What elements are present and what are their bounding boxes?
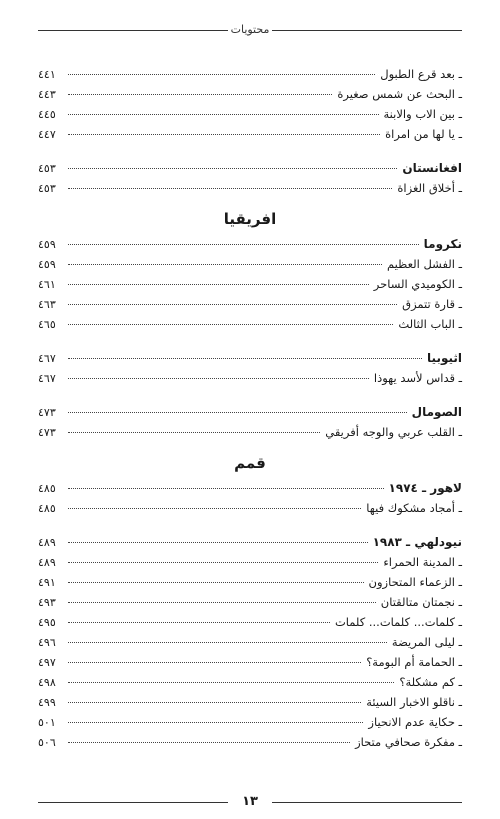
entry-title: ـ القلب عربي والوجه أفريقي bbox=[325, 425, 462, 439]
toc-entry bbox=[38, 314, 462, 334]
entry-title: نكروما bbox=[423, 237, 462, 251]
entry-page-number: ٥٠٦ bbox=[38, 736, 56, 749]
dot-leader bbox=[68, 487, 384, 489]
entry-page-number: ٤٩٩ bbox=[38, 696, 56, 709]
toc-entry bbox=[38, 104, 462, 124]
dot-leader bbox=[68, 541, 368, 543]
footer-rule-left bbox=[38, 802, 228, 803]
toc-entry bbox=[38, 178, 462, 198]
dot-leader bbox=[68, 323, 393, 325]
entry-title: ـ الزعماء المتحازون bbox=[368, 575, 462, 589]
entry-title: ـ البحث عن شمس صغيرة bbox=[337, 87, 462, 101]
toc-heading-entry bbox=[38, 532, 462, 552]
group-spacer bbox=[38, 388, 462, 402]
entry-title: ـ المدينة الحمراء bbox=[383, 555, 462, 569]
entry-page-number: ٤٩٦ bbox=[38, 636, 56, 649]
entry-title: ـ ليلى المريضة bbox=[391, 635, 462, 649]
toc-entry bbox=[38, 498, 462, 518]
dot-leader bbox=[68, 581, 364, 583]
toc-heading-entry bbox=[38, 402, 462, 422]
dot-leader bbox=[68, 701, 361, 703]
running-header bbox=[38, 22, 462, 38]
entry-title: ـ كلمات... كلمات... كلمات bbox=[334, 615, 462, 629]
entry-page-number: ٤٦١ bbox=[38, 278, 56, 291]
entry-page-number: ٤٩٧ bbox=[38, 656, 56, 669]
entry-page-number: ٤٨٥ bbox=[38, 502, 56, 515]
dot-leader bbox=[68, 187, 392, 189]
dot-leader bbox=[68, 167, 397, 169]
entry-page-number: ٤٩٨ bbox=[38, 676, 56, 689]
toc-entry bbox=[38, 294, 462, 314]
entry-title: ـ الحمامة أم البومة؟ bbox=[366, 655, 462, 669]
toc-heading-entry bbox=[38, 234, 462, 254]
toc-entry bbox=[38, 422, 462, 442]
entry-title: لاهور ـ ١٩٧٤ bbox=[388, 481, 462, 495]
dot-leader bbox=[68, 263, 382, 265]
entry-page-number: ٤٥٩ bbox=[38, 238, 56, 251]
entry-title: ـ يا لها من امراة bbox=[385, 127, 462, 141]
entry-page-number: ٤٩١ bbox=[38, 576, 56, 589]
entry-page-number: ٤٨٥ bbox=[38, 482, 56, 495]
toc-entry bbox=[38, 254, 462, 274]
entry-page-number: ٤٧٣ bbox=[38, 426, 56, 439]
toc-entry bbox=[38, 64, 462, 84]
dot-leader bbox=[68, 93, 332, 95]
entry-title: ـ الباب الثالث bbox=[398, 317, 462, 331]
dot-leader bbox=[68, 303, 397, 305]
section-heading: افريقيا bbox=[223, 210, 277, 228]
toc-entry bbox=[38, 124, 462, 144]
entry-page-number: ٤٤١ bbox=[38, 68, 56, 81]
entry-page-number: ٤٦٧ bbox=[38, 372, 56, 385]
entry-page-number: ٤٦٧ bbox=[38, 352, 56, 365]
dot-leader bbox=[68, 283, 369, 285]
entry-title: ـ مفكرة صحافي متحاز bbox=[355, 735, 462, 749]
dot-leader bbox=[68, 507, 361, 509]
toc-entry bbox=[38, 672, 462, 692]
toc-heading-entry bbox=[38, 348, 462, 368]
toc-entry bbox=[38, 712, 462, 732]
header-rule-left bbox=[38, 30, 228, 31]
group-spacer bbox=[38, 144, 462, 158]
entry-page-number: ٤٩٥ bbox=[38, 616, 56, 629]
group-spacer bbox=[38, 518, 462, 532]
entry-title: ـ نجمتان متالقتان bbox=[380, 595, 462, 609]
toc-entry bbox=[38, 592, 462, 612]
toc-entry bbox=[38, 632, 462, 652]
entry-page-number: ٤٥٣ bbox=[38, 162, 56, 175]
dot-leader bbox=[68, 681, 394, 683]
toc-entry bbox=[38, 652, 462, 672]
entry-title: نيودلهي ـ ١٩٨٣ bbox=[372, 535, 462, 549]
entry-page-number: ٤٧٣ bbox=[38, 406, 56, 419]
dot-leader bbox=[68, 431, 320, 433]
entry-title: ـ بين الاب والابنة bbox=[383, 107, 462, 121]
toc-entry bbox=[38, 692, 462, 712]
entry-title: ـ أخلاق الغزاة bbox=[397, 181, 462, 195]
entry-title: افغانستان bbox=[402, 161, 462, 175]
dot-leader bbox=[68, 561, 378, 563]
dot-leader bbox=[68, 133, 380, 135]
dot-leader bbox=[68, 377, 369, 379]
entry-title: ـ ناقلو الاخبار السيئة bbox=[366, 695, 462, 709]
entry-title: ـ بعد قرع الطبول bbox=[380, 67, 462, 81]
dot-leader bbox=[68, 621, 330, 623]
dot-leader bbox=[68, 741, 350, 743]
entry-page-number: ٤٤٣ bbox=[38, 88, 56, 101]
toc-entry bbox=[38, 572, 462, 592]
toc-entry bbox=[38, 552, 462, 572]
table-of-contents bbox=[38, 64, 462, 752]
dot-leader bbox=[68, 721, 363, 723]
entry-title: ـ قداس لأسد يهوذا bbox=[373, 371, 462, 385]
toc-entry bbox=[38, 368, 462, 388]
entry-page-number: ٤٨٩ bbox=[38, 556, 56, 569]
dot-leader bbox=[68, 243, 419, 245]
toc-entry bbox=[38, 274, 462, 294]
section-heading: قمم bbox=[234, 454, 266, 472]
entry-page-number: ٥٠١ bbox=[38, 716, 56, 729]
dot-leader bbox=[68, 73, 375, 75]
page-number: ١٣ bbox=[242, 794, 258, 809]
dot-leader bbox=[68, 411, 407, 413]
entry-title: الصومال bbox=[411, 405, 462, 419]
toc-entry bbox=[38, 732, 462, 752]
toc-entry bbox=[38, 612, 462, 632]
entry-page-number: ٤٤٥ bbox=[38, 108, 56, 121]
toc-heading-entry bbox=[38, 158, 462, 178]
entry-page-number: ٤٤٧ bbox=[38, 128, 56, 141]
toc-entry bbox=[38, 84, 462, 104]
dot-leader bbox=[68, 113, 379, 115]
dot-leader bbox=[68, 661, 361, 663]
entry-page-number: ٤٥٣ bbox=[38, 182, 56, 195]
entry-title: ـ الكوميدي الساحر bbox=[373, 277, 462, 291]
entry-title: ـ قارة تتمزق bbox=[402, 297, 462, 311]
group-spacer bbox=[38, 334, 462, 348]
dot-leader bbox=[68, 601, 376, 603]
dot-leader bbox=[68, 641, 387, 643]
dot-leader bbox=[68, 357, 422, 359]
entry-page-number: ٤٨٩ bbox=[38, 536, 56, 549]
page-footer bbox=[38, 794, 462, 810]
entry-page-number: ٤٦٣ bbox=[38, 298, 56, 311]
entry-title: ـ أمجاد مشكوك فيها bbox=[366, 501, 462, 515]
header-title: محتويات bbox=[230, 23, 270, 36]
entry-page-number: ٤٦٥ bbox=[38, 318, 56, 331]
entry-page-number: ٤٩٣ bbox=[38, 596, 56, 609]
toc-heading-entry bbox=[38, 478, 462, 498]
entry-title: اثيوبيا bbox=[427, 351, 462, 365]
entry-page-number: ٤٥٩ bbox=[38, 258, 56, 271]
entry-title: ـ حكاية عدم الانحياز bbox=[368, 715, 462, 729]
entry-title: ـ كم مشكلة؟ bbox=[399, 675, 462, 689]
entry-title: ـ الفشل العظيم bbox=[387, 257, 462, 271]
